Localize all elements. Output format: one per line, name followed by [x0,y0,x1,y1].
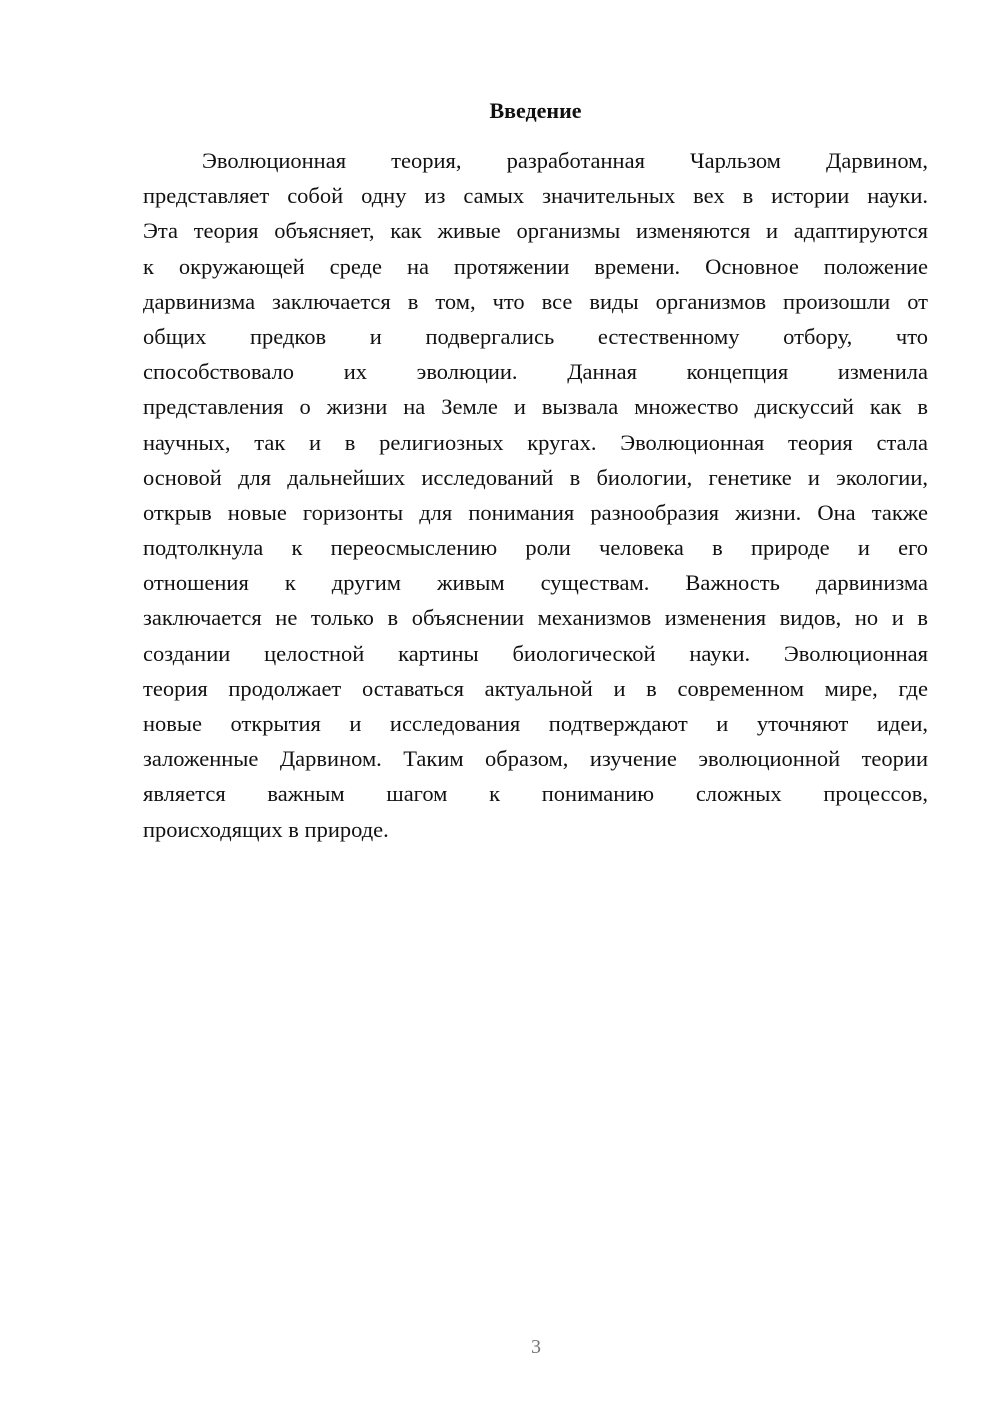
paragraph-line: создании целостной картины биологической науки. Эволюционная [143,640,928,666]
paragraph-line: общих предков и подвергались естественному отбору, что [143,323,928,349]
paragraph-line: заложенные Дарвином. Таким образом, изучение эволюционной теории [143,746,928,772]
paragraph-line: Эта теория объясняет, как живые организмы изменяются и адаптируются [143,218,928,244]
paragraph-line: отношения к другим живым существам. Важность дарвинизма [143,570,928,596]
paragraph-line: представляет собой одну из самых значительных вех в истории науки. [143,183,928,209]
paragraph-line: представления о жизни на Земле и вызвала множество дискуссий как в [143,394,928,420]
paragraph-line: теория продолжает оставаться актуальной и в современном мире, где [143,675,928,701]
paragraph-line: основой для дальнейших исследований в биологии, генетике и экологии, [143,464,928,490]
paragraph-line: происходящих в природе. [143,816,389,842]
paragraph-line: новые открытия и исследования подтверждают и уточняют идеи, [143,711,928,736]
paragraph-line: открыв новые горизонты для понимания разнообразия жизни. Она также [143,499,928,525]
paragraph-line: дарвинизма заключается в том, что все виды организмов произошли от [143,288,928,314]
section-heading: Введение [489,98,582,123]
paragraph-line: Эволюционная теория, разработанная Чарльзом Дарвином, [202,148,928,173]
paragraph-line: научных, так и в религиозных кругах. Эволюционная теория стала [143,429,928,455]
page-number: 3 [531,1336,541,1358]
paragraph-line: способствовало их эволюции. Данная концепция изменила [143,359,928,385]
paragraph-line: является важным шагом к пониманию сложных процессов, [143,781,928,807]
paragraph-line: подтолкнула к переосмыслению роли человека в природе и его [143,535,928,561]
body-paragraph [143,143,928,847]
paragraph-line: заключается не только в объяснении механизмов изменения видов, но и в [143,605,928,631]
paragraph-line: к окружающей среде на протяжении времени. Основное положение [143,253,928,279]
